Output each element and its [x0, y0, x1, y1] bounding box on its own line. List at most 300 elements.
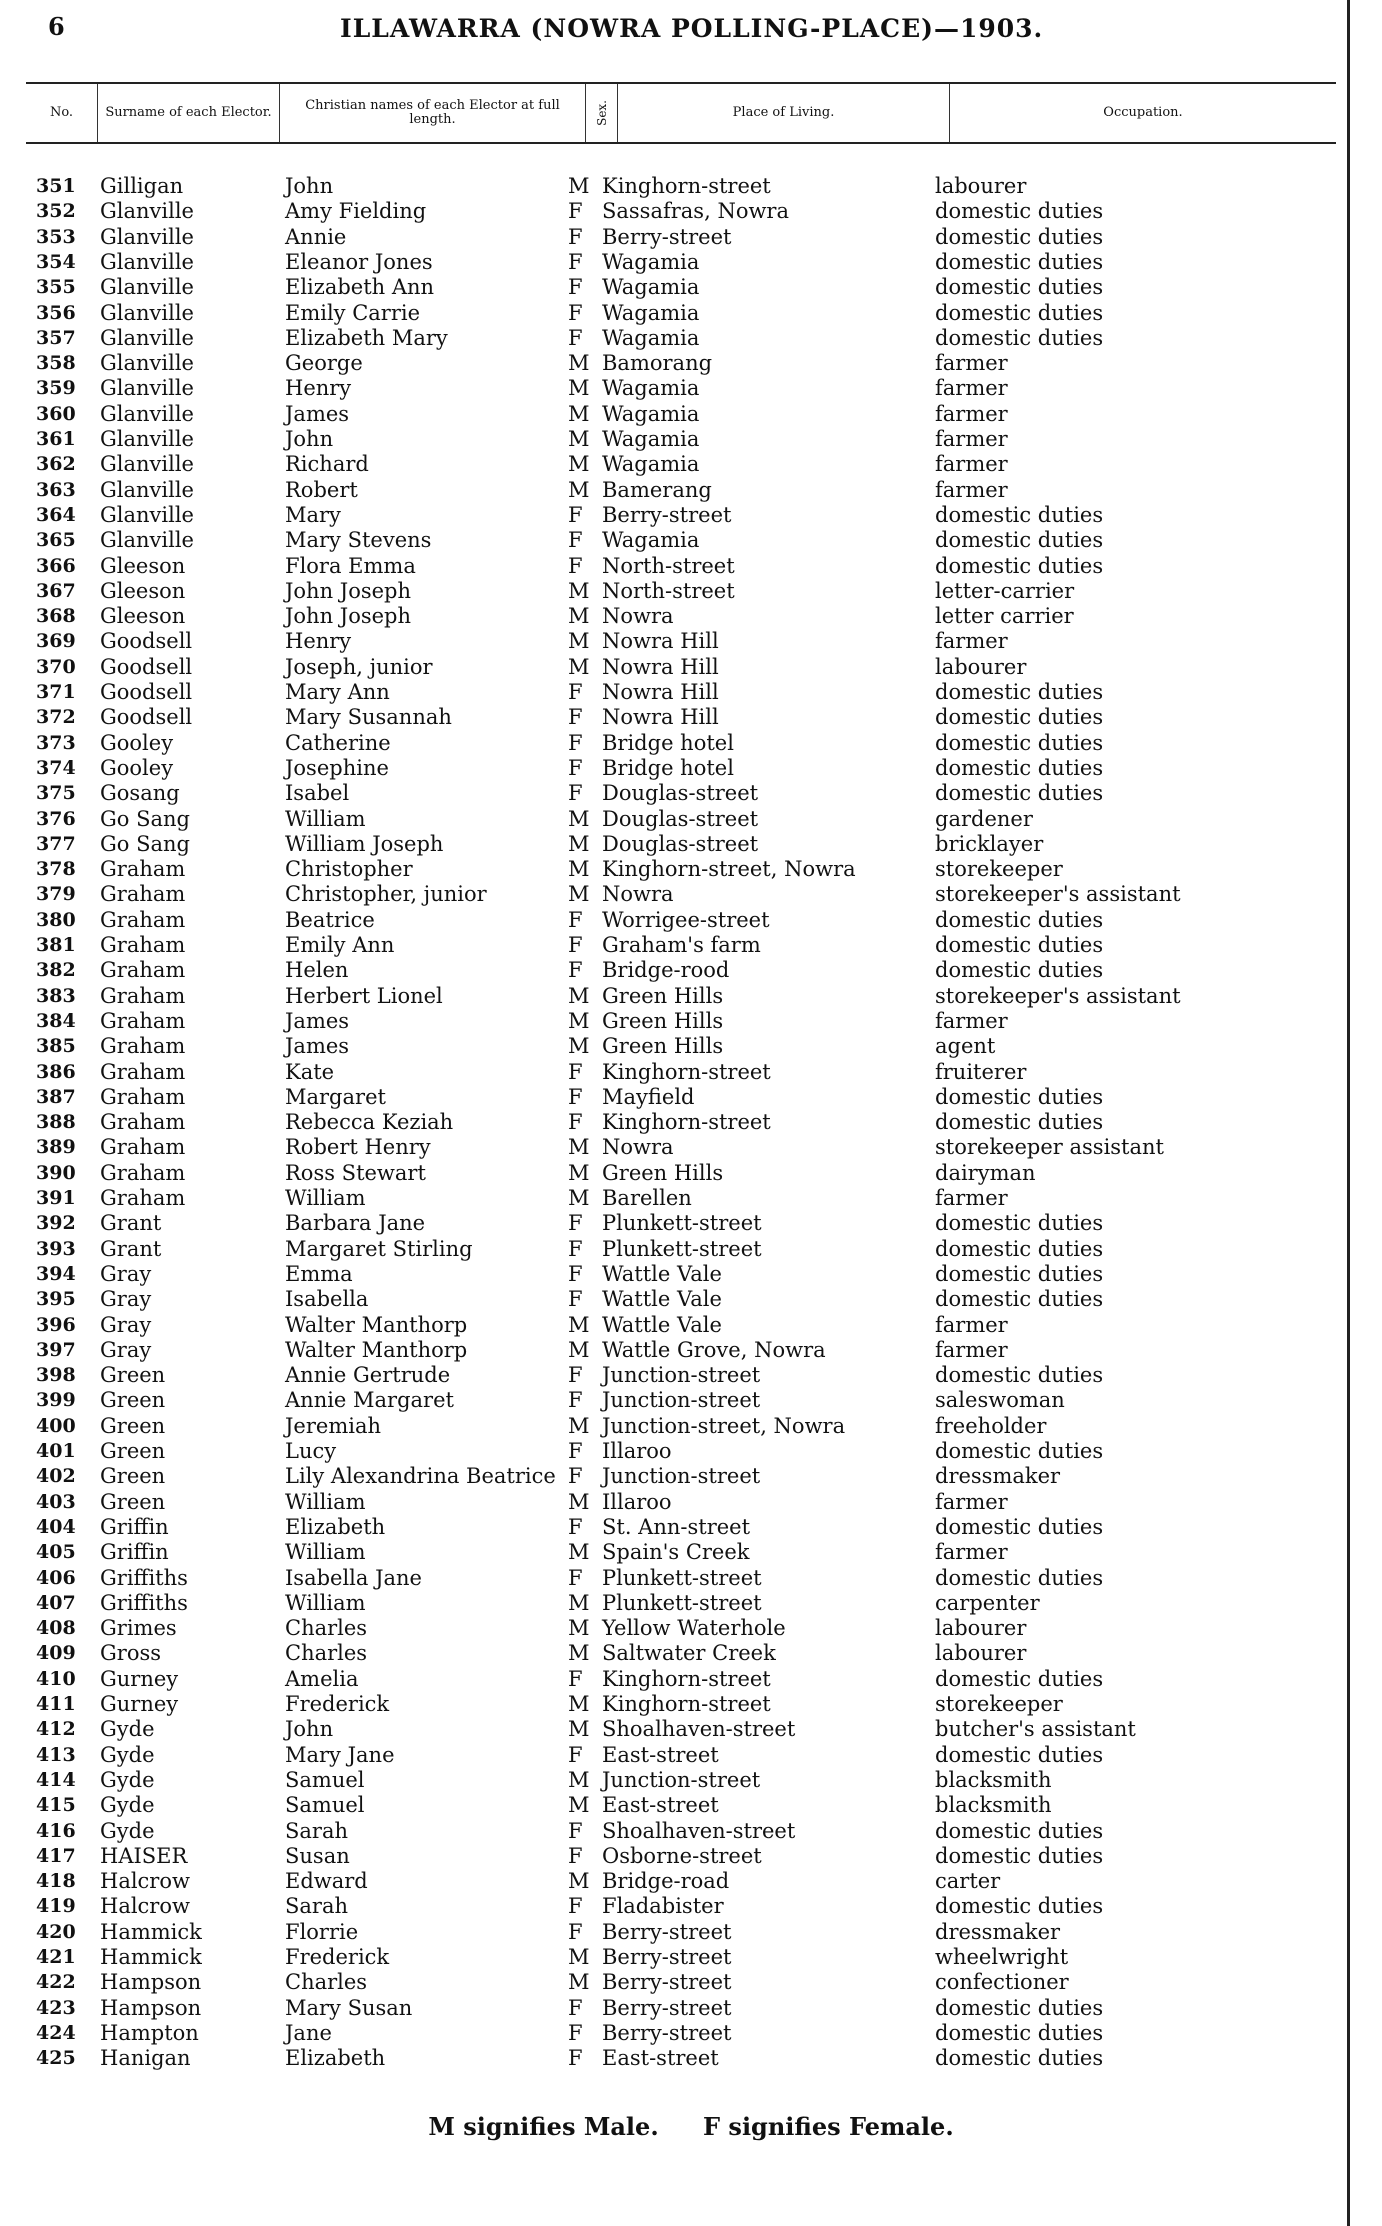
elector-surname: Gooley: [100, 730, 174, 755]
elector-number: 379: [36, 883, 76, 906]
elector-christian-names: John Joseph: [285, 604, 412, 629]
table-row: [0, 1540, 1382, 1565]
elector-surname: Glanville: [100, 427, 194, 451]
elector-christian-names: Beatrice: [285, 907, 375, 932]
elector-number: 351: [36, 175, 76, 197]
elector-surname: Graham: [100, 1034, 186, 1059]
elector-place-of-living: Wagamia: [602, 528, 700, 553]
elector-sex: F: [568, 755, 583, 780]
elector-place-of-living: Nowra Hill: [602, 654, 719, 679]
table-row: [0, 958, 1382, 983]
elector-sex: M: [568, 578, 590, 603]
elector-surname: Hampson: [100, 1970, 202, 1995]
elector-occupation: domestic duties: [935, 199, 1104, 224]
elector-place-of-living: Saltwater Creek: [602, 1641, 776, 1666]
elector-christian-names: Annie: [285, 224, 347, 249]
elector-sex: M: [568, 1717, 590, 1742]
elector-surname: Green: [100, 1413, 166, 1438]
elector-sex: F: [568, 933, 583, 957]
table-row: [0, 781, 1382, 806]
elector-sex: M: [568, 452, 590, 477]
elector-sex: F: [568, 1894, 583, 1919]
elector-number: 361: [36, 428, 76, 450]
elector-sex: M: [568, 604, 590, 629]
elector-number: 408: [36, 1617, 76, 1640]
elector-occupation: domestic duties: [935, 933, 1104, 957]
elector-surname: Graham: [100, 933, 186, 957]
elector-occupation: farmer: [935, 1008, 1008, 1033]
elector-sex: M: [568, 174, 590, 198]
elector-sex: F: [568, 2020, 583, 2045]
elector-occupation: saleswoman: [935, 1388, 1065, 1413]
elector-sex: M: [568, 1616, 590, 1641]
elector-surname: Goodsell: [100, 629, 193, 654]
elector-christian-names: Flora Emma: [285, 553, 416, 578]
elector-place-of-living: Nowra Hill: [602, 705, 719, 730]
elector-surname: Glanville: [100, 502, 194, 527]
elector-number: 371: [36, 681, 76, 703]
elector-christian-names: Isabella: [285, 1287, 369, 1312]
elector-place-of-living: Wagamia: [602, 300, 700, 325]
elector-occupation: farmer: [935, 1186, 1008, 1210]
elector-place-of-living: Nowra Hill: [602, 629, 719, 654]
elector-surname: Gurney: [100, 1692, 179, 1716]
elector-place-of-living: Berry-street: [602, 502, 732, 527]
elector-occupation: blacksmith: [935, 1767, 1052, 1792]
elector-christian-names: William: [285, 1489, 366, 1514]
elector-surname: Glanville: [100, 351, 194, 376]
elector-surname: Hanigan: [100, 2046, 191, 2071]
elector-number: 374: [36, 756, 76, 779]
elector-surname: Graham: [100, 1059, 186, 1084]
elector-surname: Green: [100, 1388, 166, 1413]
elector-surname: Graham: [100, 983, 186, 1008]
table-row: [0, 1009, 1382, 1034]
elector-christian-names: Sarah: [285, 1818, 348, 1843]
elector-number: 404: [36, 1515, 76, 1538]
elector-surname: Hammick: [100, 1919, 202, 1944]
elector-christian-names: Henry: [285, 629, 352, 654]
elector-place-of-living: Barellen: [602, 1186, 692, 1210]
table-row: [0, 1894, 1382, 1919]
elector-sex: F: [568, 705, 583, 730]
elector-occupation: domestic duties: [935, 528, 1104, 553]
elector-christian-names: Amelia: [285, 1666, 359, 1691]
elector-surname: Hampson: [100, 1995, 202, 2020]
elector-christian-names: Christopher: [285, 857, 413, 882]
elector-sex: F: [568, 1059, 583, 1084]
elector-place-of-living: Green Hills: [602, 1034, 724, 1059]
elector-number: 382: [36, 959, 76, 982]
table-header: [26, 82, 1336, 144]
elector-place-of-living: Green Hills: [602, 983, 724, 1008]
elector-surname: Graham: [100, 1135, 186, 1160]
elector-number: 389: [36, 1136, 76, 1159]
elector-christian-names: Charles: [285, 1616, 368, 1641]
elector-place-of-living: Green Hills: [602, 1008, 724, 1033]
elector-place-of-living: Junction-street: [602, 1363, 761, 1388]
elector-number: 376: [36, 807, 76, 830]
elector-christian-names: Mary Ann: [285, 680, 390, 704]
elector-christian-names: Henry: [285, 376, 352, 401]
elector-surname: Goodsell: [100, 654, 193, 679]
elector-sex: F: [568, 1261, 583, 1286]
table-row: [0, 1287, 1382, 1312]
elector-occupation: domestic duties: [935, 1818, 1104, 1843]
elector-place-of-living: Bridge hotel: [602, 755, 734, 780]
elector-occupation: farmer: [935, 452, 1008, 477]
elector-christian-names: John Joseph: [285, 578, 412, 603]
elector-christian-names: Florrie: [285, 1919, 359, 1944]
elector-number: 365: [36, 529, 76, 552]
elector-surname: Hampton: [100, 2020, 199, 2045]
elector-number: 366: [36, 554, 76, 577]
elector-christian-names: William: [285, 1186, 366, 1210]
elector-christian-names: Josephine: [285, 755, 389, 780]
legend-footer: [0, 2112, 1382, 2141]
elector-surname: Gurney: [100, 1666, 179, 1691]
elector-place-of-living: East-street: [602, 2046, 719, 2071]
elector-occupation: blacksmith: [935, 1793, 1052, 1818]
elector-occupation: domestic duties: [935, 325, 1104, 350]
elector-occupation: domestic duties: [935, 1287, 1104, 1312]
table-row: [0, 1768, 1382, 1793]
elector-number: 357: [36, 326, 76, 349]
elector-number: 387: [36, 1085, 76, 1108]
elector-number: 403: [36, 1490, 76, 1513]
elector-place-of-living: Wagamia: [602, 325, 700, 350]
elector-place-of-living: Bridge-road: [602, 1869, 730, 1894]
elector-place-of-living: Junction-street: [602, 1767, 761, 1792]
elector-sex: F: [568, 1742, 583, 1767]
elector-place-of-living: Wagamia: [602, 275, 700, 300]
elector-christian-names: Susan: [285, 1843, 350, 1868]
elector-place-of-living: Illaroo: [602, 1439, 672, 1463]
elector-christian-names: Ross Stewart: [285, 1160, 426, 1185]
elector-place-of-living: Bamerang: [602, 477, 712, 502]
elector-surname: Griffiths: [100, 1590, 188, 1615]
elector-number: 388: [36, 1111, 76, 1134]
elector-sex: F: [568, 1110, 583, 1135]
elector-number: 373: [36, 731, 76, 754]
elector-sex: F: [568, 1236, 583, 1261]
elector-christian-names: William: [285, 1540, 366, 1565]
table-row: [0, 1819, 1382, 1844]
elector-sex: F: [568, 1666, 583, 1691]
elector-sex: F: [568, 1464, 583, 1489]
elector-surname: Graham: [100, 857, 186, 882]
elector-sex: M: [568, 1793, 590, 1818]
elector-christian-names: Joseph, junior: [285, 654, 433, 679]
elector-surname: Gooley: [100, 755, 174, 780]
elector-number: 360: [36, 402, 76, 425]
elector-christian-names: Charles: [285, 1970, 368, 1995]
elector-sex: F: [568, 553, 583, 578]
table-row: [0, 1869, 1382, 1894]
header-sex: Sex.: [594, 100, 609, 126]
elector-occupation: farmer: [935, 427, 1008, 451]
elector-place-of-living: Plunkett-street: [602, 1590, 762, 1615]
table-row: [0, 1717, 1382, 1742]
elector-occupation: farmer: [935, 1540, 1008, 1565]
table-row: [0, 1388, 1382, 1413]
elector-christian-names: John: [285, 1717, 334, 1742]
elector-number: 363: [36, 478, 76, 501]
elector-occupation: letter-carrier: [935, 578, 1075, 603]
table-row: [0, 427, 1382, 452]
elector-occupation: dressmaker: [935, 1464, 1061, 1489]
table-row: [0, 731, 1382, 756]
elector-surname: Graham: [100, 1160, 186, 1185]
elector-number: 420: [36, 1920, 76, 1943]
table-row: [0, 604, 1382, 629]
elector-occupation: bricklayer: [935, 831, 1044, 856]
table-row: [0, 528, 1382, 553]
elector-christian-names: Samuel: [285, 1793, 365, 1818]
elector-number: 424: [36, 2021, 76, 2044]
elector-place-of-living: Junction-street, Nowra: [602, 1413, 846, 1438]
table-row: [0, 1743, 1382, 1768]
elector-surname: Go Sang: [100, 806, 190, 831]
elector-christian-names: Christopher, junior: [285, 882, 487, 907]
elector-number: 386: [36, 1060, 76, 1083]
table-row: [0, 1970, 1382, 1995]
header-surname: Surname of each Elector.: [98, 84, 280, 142]
elector-occupation: domestic duties: [935, 1439, 1104, 1463]
table-row: [0, 579, 1382, 604]
table-row: [0, 2021, 1382, 2046]
elector-surname: Grant: [100, 1236, 162, 1261]
table-row: [0, 1186, 1382, 1211]
elector-sex: F: [568, 224, 583, 249]
elector-place-of-living: Shoalhaven-street: [602, 1717, 796, 1742]
elector-occupation: letter carrier: [935, 604, 1074, 629]
elector-surname: Green: [100, 1363, 166, 1388]
elector-occupation: farmer: [935, 629, 1008, 654]
elector-christian-names: Amy Fielding: [285, 199, 427, 224]
elector-sex: M: [568, 1489, 590, 1514]
elector-place-of-living: Yellow Waterhole: [602, 1616, 786, 1641]
elector-surname: Glanville: [100, 224, 194, 249]
elector-christian-names: Annie Gertrude: [285, 1363, 451, 1388]
elector-occupation: domestic duties: [935, 2046, 1104, 2071]
table-row: [0, 984, 1382, 1009]
elector-place-of-living: Kinghorn-street: [602, 1666, 771, 1691]
elector-sex: F: [568, 680, 583, 704]
table-row: [0, 655, 1382, 680]
elector-number: 406: [36, 1566, 76, 1589]
elector-occupation: carpenter: [935, 1590, 1040, 1615]
elector-sex: M: [568, 477, 590, 502]
elector-number: 390: [36, 1161, 76, 1184]
elector-number: 367: [36, 579, 76, 602]
elector-place-of-living: Bridge hotel: [602, 730, 734, 755]
table-row: [0, 1034, 1382, 1059]
elector-christian-names: William: [285, 1590, 366, 1615]
elector-surname: Griffiths: [100, 1565, 188, 1590]
elector-number: 354: [36, 250, 76, 273]
elector-number: 393: [36, 1237, 76, 1260]
elector-place-of-living: Graham's farm: [602, 933, 761, 957]
elector-place-of-living: Wagamia: [602, 401, 700, 426]
elector-number: 397: [36, 1338, 76, 1361]
table-row: [0, 1945, 1382, 1970]
table-row: [0, 554, 1382, 579]
elector-place-of-living: Worrigee-street: [602, 907, 770, 932]
header-no: No.: [26, 84, 98, 142]
elector-place-of-living: East-street: [602, 1793, 719, 1818]
elector-christian-names: Samuel: [285, 1767, 365, 1792]
table-row: [0, 857, 1382, 882]
elector-occupation: farmer: [935, 1312, 1008, 1337]
elector-place-of-living: Kinghorn-street: [602, 1110, 771, 1135]
elector-surname: Graham: [100, 1008, 186, 1033]
elector-surname: HAISER: [100, 1843, 188, 1868]
table-row: [0, 301, 1382, 326]
elector-occupation: domestic duties: [935, 1843, 1104, 1868]
table-row: [0, 1135, 1382, 1160]
elector-place-of-living: Douglas-street: [602, 806, 759, 831]
table-row: [0, 326, 1382, 351]
elector-sex: F: [568, 730, 583, 755]
elector-place-of-living: Junction-street: [602, 1464, 761, 1489]
elector-surname: Gyde: [100, 1717, 155, 1742]
elector-sex: F: [568, 1439, 583, 1463]
elector-sex: M: [568, 1135, 590, 1160]
table-row: [0, 1566, 1382, 1591]
elector-surname: Glanville: [100, 199, 194, 224]
elector-number: 417: [36, 1844, 76, 1867]
elector-place-of-living: Wattle Vale: [602, 1287, 722, 1312]
table-row: [0, 1844, 1382, 1869]
table-row: [0, 1211, 1382, 1236]
table-row: [0, 402, 1382, 427]
elector-sex: M: [568, 401, 590, 426]
elector-surname: Glanville: [100, 477, 194, 502]
elector-surname: Grimes: [100, 1616, 177, 1641]
elector-surname: Gilligan: [100, 174, 184, 198]
table-row: [0, 1464, 1382, 1489]
elector-sex: M: [568, 351, 590, 376]
table-row: [0, 1667, 1382, 1692]
elector-number: 381: [36, 934, 76, 956]
elector-surname: Gyde: [100, 1818, 155, 1843]
elector-number: 394: [36, 1262, 76, 1285]
elector-sex: M: [568, 1590, 590, 1615]
elector-sex: F: [568, 1818, 583, 1843]
elector-occupation: farmer: [935, 351, 1008, 376]
elector-number: 380: [36, 908, 76, 931]
elector-number: 413: [36, 1743, 76, 1766]
elector-christian-names: Frederick: [285, 1945, 390, 1969]
elector-number: 401: [36, 1440, 76, 1462]
elector-occupation: gardener: [935, 806, 1033, 831]
elector-place-of-living: East-street: [602, 1742, 719, 1767]
elector-surname: Graham: [100, 882, 186, 907]
elector-sex: M: [568, 1160, 590, 1185]
elector-place-of-living: Kinghorn-street: [602, 1059, 771, 1084]
elector-sex: M: [568, 1312, 590, 1337]
table-row: [0, 756, 1382, 781]
elector-place-of-living: Nowra: [602, 1135, 674, 1160]
elector-sex: F: [568, 300, 583, 325]
elector-surname: Halcrow: [100, 1869, 190, 1894]
table-row: [0, 1616, 1382, 1641]
elector-surname: Graham: [100, 1084, 186, 1109]
elector-number: 392: [36, 1212, 76, 1235]
elector-sex: M: [568, 1008, 590, 1033]
elector-number: 359: [36, 377, 76, 400]
table-row: [0, 376, 1382, 401]
elector-sex: M: [568, 1945, 590, 1969]
table-row: [0, 1692, 1382, 1717]
elector-surname: Glanville: [100, 452, 194, 477]
elector-sex: M: [568, 1337, 590, 1362]
elector-occupation: storekeeper assistant: [935, 1135, 1164, 1160]
elector-christian-names: Sarah: [285, 1894, 348, 1919]
page-number: 6: [48, 12, 65, 41]
elector-number: 411: [36, 1693, 76, 1715]
elector-occupation: dairyman: [935, 1160, 1036, 1185]
elector-place-of-living: Junction-street: [602, 1388, 761, 1413]
elector-place-of-living: Wagamia: [602, 376, 700, 401]
elector-place-of-living: Wagamia: [602, 249, 700, 274]
elector-surname: Griffin: [100, 1540, 169, 1565]
elector-place-of-living: Shoalhaven-street: [602, 1818, 796, 1843]
elector-sex: F: [568, 249, 583, 274]
elector-number: 384: [36, 1009, 76, 1032]
elector-number: 425: [36, 2047, 76, 2070]
table-row: [0, 1996, 1382, 2021]
elector-surname: Graham: [100, 907, 186, 932]
elector-number: 383: [36, 984, 76, 1007]
elector-christian-names: James: [285, 1034, 350, 1059]
elector-christian-names: Mary Stevens: [285, 528, 432, 553]
elector-occupation: storekeeper: [935, 857, 1063, 882]
elector-number: 407: [36, 1591, 76, 1614]
elector-number: 405: [36, 1541, 76, 1564]
elector-christian-names: John: [285, 427, 334, 451]
elector-place-of-living: Illaroo: [602, 1489, 672, 1514]
elector-sex: F: [568, 1211, 583, 1236]
table-row: [0, 1641, 1382, 1666]
elector-christian-names: Mary Susan: [285, 1995, 413, 2020]
elector-number: 396: [36, 1313, 76, 1336]
elector-number: 377: [36, 832, 76, 855]
elector-surname: Gross: [100, 1641, 162, 1666]
elector-christian-names: Edward: [285, 1869, 368, 1894]
elector-christian-names: Robert Henry: [285, 1135, 431, 1160]
elector-number: 353: [36, 225, 76, 248]
elector-occupation: farmer: [935, 376, 1008, 401]
elector-christian-names: Catherine: [285, 730, 391, 755]
elector-occupation: domestic duties: [935, 249, 1104, 274]
elector-place-of-living: North-street: [602, 578, 735, 603]
elector-christian-names: James: [285, 1008, 350, 1033]
elector-number: 375: [36, 782, 76, 805]
elector-number: 362: [36, 453, 76, 476]
table-row: [0, 1313, 1382, 1338]
elector-occupation: domestic duties: [935, 680, 1104, 704]
elector-christian-names: William: [285, 806, 366, 831]
elector-place-of-living: Nowra: [602, 604, 674, 629]
elector-number: 409: [36, 1642, 76, 1665]
elector-number: 402: [36, 1465, 76, 1488]
elector-number: 400: [36, 1414, 76, 1437]
elector-number: 370: [36, 655, 76, 678]
elector-christian-names: John: [285, 174, 334, 198]
elector-occupation: domestic duties: [935, 730, 1104, 755]
